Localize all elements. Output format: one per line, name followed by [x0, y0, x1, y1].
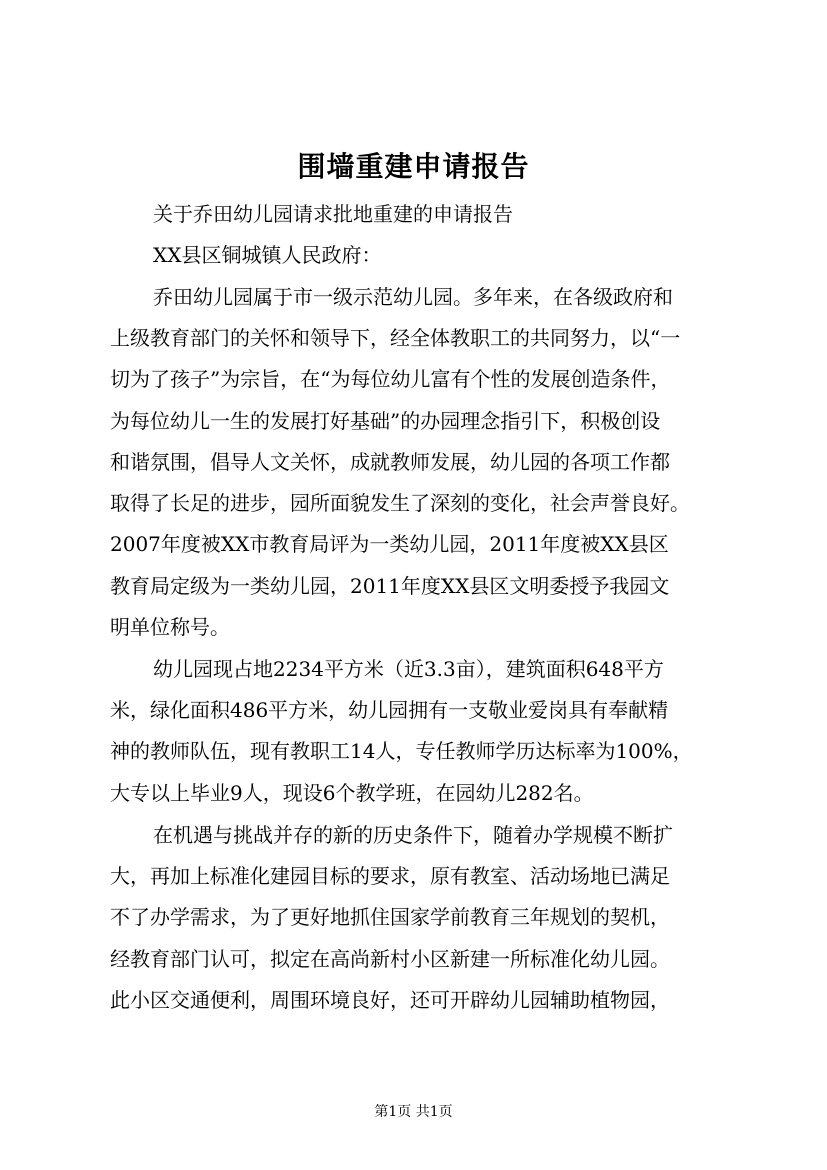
paragraph-1-line-2: 上级教育部门的关怀和领导下，经全体教职工的共同努力，以“一 [110, 326, 681, 350]
paragraph-1-line-8: 教育局定级为一类幼儿园，2011年度XX县区文明委授予我园文 [110, 574, 670, 598]
document-title: 围墙重建申请报告 [297, 150, 530, 183]
paragraph-1-line-3: 切为了孩子”为宗旨，在“为每位幼儿富有个性的发展创造条件， [110, 367, 671, 391]
paragraph-3-line-4: 经教育部门认可，拟定在高尚新村小区新建一所标准化幼儿园。 [110, 947, 670, 971]
paragraph-3-line-2: 大，再加上标准化建园目标的要求，原有教室、活动场地已满足 [110, 864, 670, 888]
paragraph-1-line-5: 和谐氛围，倡导人文关怀，成就教师发展，幼儿园的各项工作都 [110, 450, 670, 474]
paragraph-3-line-3: 不了办学需求，为了更好地抓住国家学前教育三年规划的契机， [110, 905, 670, 929]
paragraph-1-line-1: 乔田幼儿园属于市一级示范幼儿园。多年来，在各级政府和 [153, 285, 673, 309]
paragraph-1-line-9: 明单位称号。 [110, 615, 230, 639]
paragraph-2-line-4: 大专以上毕业9人，现设6个教学班，在园幼儿282名。 [110, 781, 594, 805]
paragraph-1-line-6: 取得了长足的进步，园所面貌发生了深刻的变化，社会声誉良好。 [110, 491, 690, 515]
paragraph-2-line-1: 幼儿园现占地2234平方米（近3.3亩），建筑面积648平方 [153, 657, 664, 681]
paragraph-2-line-2: 米，绿化面积486平方米，幼儿园拥有一支敬业爱岗具有奉献精 [110, 698, 669, 722]
paragraph-1-line-7: 2007年度被XX市教育局评为一类幼儿园，2011年度被XX县区 [110, 532, 669, 556]
paragraph-3-line-5: 此小区交通便利，周围环境良好，还可开辟幼儿园辅助植物园， [110, 988, 670, 1012]
document-subtitle: 关于乔田幼儿园请求批地重建的申请报告 [153, 202, 513, 226]
paragraph-2-line-3: 神的教师队伍，现有教职工14人，专任教师学历达标率为100%， [110, 739, 693, 763]
paragraph-1-line-4: 为每位幼儿一生的发展打好基础”的办园理念指引下，积极创设 [110, 409, 661, 433]
paragraph-3-line-1: 在机遇与挑战并存的新的历史条件下，随着办学规模不断扩 [153, 823, 673, 847]
salutation: XX县区铜城镇人民政府： [153, 243, 382, 267]
page-footer: 第1页 共1页 [374, 1104, 453, 1120]
